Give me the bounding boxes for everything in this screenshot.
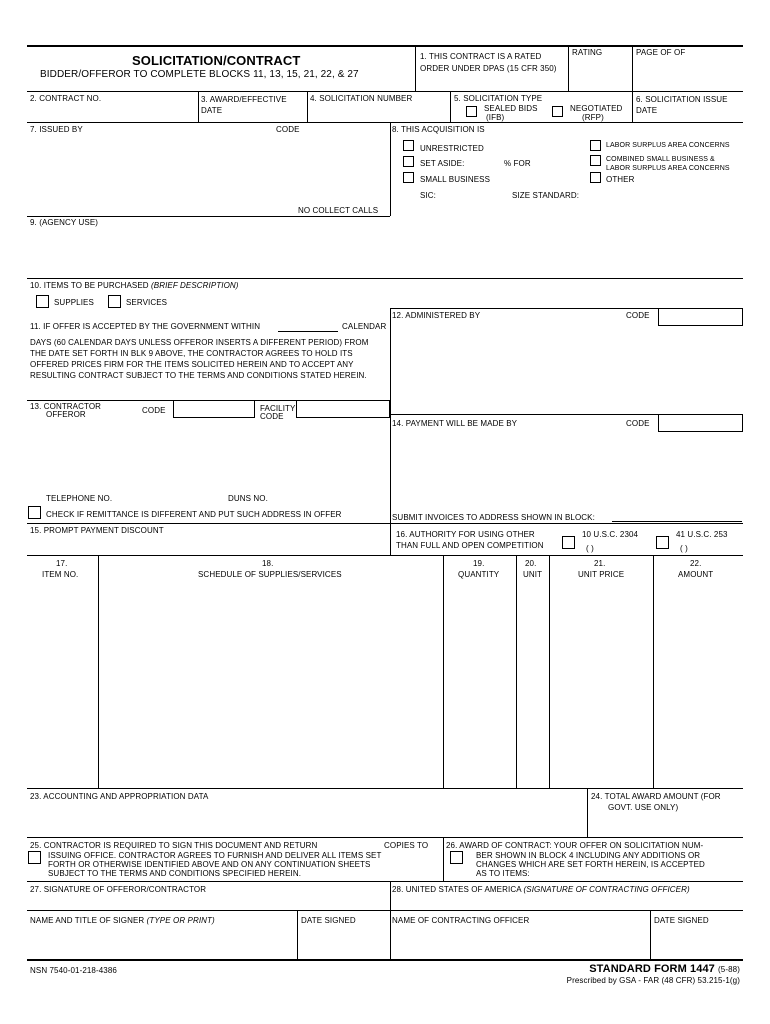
other-label: OTHER bbox=[606, 175, 635, 184]
issue-date-label: 6. SOLICITATION ISSUE DATE bbox=[636, 95, 728, 115]
col18-header: SCHEDULE OF SUPPLIES/SERVICES bbox=[198, 570, 342, 579]
top-rule bbox=[27, 45, 743, 47]
col17-number: 17. bbox=[56, 559, 68, 568]
sic-label: SIC: bbox=[420, 191, 436, 200]
facility-code-label: CODE bbox=[260, 412, 284, 421]
block26-line4: AS TO ITEMS: bbox=[476, 869, 530, 878]
vline-row2-2 bbox=[307, 91, 308, 122]
vline-header-3 bbox=[632, 45, 633, 91]
rule-block25 bbox=[27, 837, 743, 838]
facility-code-box[interactable] bbox=[296, 400, 390, 418]
total-award-line1: 24. TOTAL AWARD AMOUNT (FOR bbox=[591, 792, 721, 801]
vline-block15-16 bbox=[390, 523, 391, 555]
set-aside-label: SET ASIDE: bbox=[420, 159, 465, 168]
items-purchased-title: 10. ITEMS TO BE PURCHASED bbox=[30, 281, 149, 290]
agency-use-label: 9. (AGENCY USE) bbox=[30, 218, 99, 227]
block1-label: 1. THIS CONTRACT IS A RATED ORDER UNDER DPAS (15 CFR 350) bbox=[420, 52, 557, 73]
rule-row2-bottom bbox=[27, 122, 743, 123]
unrestricted-label: UNRESTRICTED bbox=[420, 144, 484, 153]
col20-header: UNIT bbox=[523, 570, 543, 579]
payment-code-box[interactable] bbox=[658, 414, 743, 432]
services-label: SERVICES bbox=[126, 298, 168, 307]
col22-number: 22. bbox=[690, 559, 702, 568]
vline-block24 bbox=[587, 788, 588, 837]
col21-number: 21. bbox=[594, 559, 606, 568]
supplies-checkbox[interactable] bbox=[36, 295, 49, 308]
no-collect-calls-label: NO COLLECT CALLS bbox=[298, 206, 379, 215]
vline-sched-4 bbox=[549, 555, 550, 788]
nsn-number: NSN 7540-01-218-4386 bbox=[30, 966, 117, 975]
usc2304-label: 10 U.S.C. 2304 bbox=[582, 530, 639, 539]
us-of-america-label bbox=[392, 885, 690, 895]
combined-checkbox[interactable] bbox=[590, 155, 601, 166]
negotiated-label: NEGOTIATED bbox=[570, 104, 623, 113]
combined-label-1: COMBINED SMALL BUSINESS & bbox=[606, 156, 715, 163]
rule-block23 bbox=[27, 788, 743, 789]
block11-line1: 11. IF OFFER IS ACCEPTED BY THE GOVERNMENT WITHIN bbox=[30, 322, 261, 331]
block25-line3: FORTH OR OTHERWISE IDENTIFIED ABOVE AND ON ANY CONTINUATION SHEETS bbox=[48, 860, 371, 869]
rule-block10 bbox=[27, 278, 743, 279]
ifb-label: (IFB) bbox=[486, 113, 505, 122]
col19-number: 19. bbox=[473, 559, 485, 568]
set-aside-checkbox[interactable] bbox=[403, 156, 414, 167]
combined-label-2: LABOR SURPLUS AREA CONCERNS bbox=[606, 165, 730, 172]
rule-block27 bbox=[27, 881, 743, 882]
rating-label: RATING bbox=[572, 48, 603, 57]
standard-form-label bbox=[589, 963, 740, 976]
contractor-label-2: OFFEROR bbox=[46, 410, 86, 419]
solicitation-type-label: 5. SOLICITATION TYPE bbox=[454, 94, 543, 103]
rule-block15 bbox=[27, 523, 743, 524]
facility-label: FACILITY bbox=[260, 404, 296, 413]
supplies-label: SUPPLIES bbox=[54, 298, 94, 307]
vline-mid-top bbox=[390, 122, 391, 216]
contracting-officer-name-label: NAME OF CONTRACTING OFFICER bbox=[392, 916, 530, 925]
vline-mid-main bbox=[390, 308, 391, 523]
name-title-signer-label bbox=[30, 916, 215, 926]
services-checkbox[interactable] bbox=[108, 295, 121, 308]
contractor-code-box[interactable] bbox=[173, 400, 255, 418]
signature-contracting-officer: (SIGNATURE OF CONTRACTING OFFICER) bbox=[523, 885, 690, 894]
duns-label: DUNS NO. bbox=[228, 494, 268, 503]
name-title-signer-text: NAME AND TITLE OF SIGNER bbox=[30, 916, 145, 925]
vline-row2-3 bbox=[450, 91, 451, 122]
accounting-label: 23. ACCOUNTING AND APPROPRIATION DATA bbox=[30, 792, 209, 801]
block11-days-blank[interactable] bbox=[278, 331, 338, 332]
vline-block27-28 bbox=[390, 881, 391, 959]
vline-header-1 bbox=[415, 45, 416, 91]
issued-by-label: 7. ISSUED BY bbox=[30, 125, 83, 134]
negotiated-checkbox[interactable] bbox=[552, 106, 563, 117]
size-standard-label: SIZE STANDARD: bbox=[512, 191, 580, 200]
payment-made-by-label: 14. PAYMENT WILL BE MADE BY bbox=[392, 419, 518, 428]
total-award-line2: GOVT. USE ONLY) bbox=[608, 803, 679, 812]
contractor-label-1: 13. CONTRACTOR bbox=[30, 402, 102, 411]
contractor-code-label: CODE bbox=[142, 406, 166, 415]
contract-no-label: 2. CONTRACT NO. bbox=[30, 94, 102, 103]
items-purchased-label bbox=[30, 281, 239, 291]
rule-row2-top bbox=[27, 91, 743, 92]
block11-body: DAYS (60 CALENDAR DAYS UNLESS OFFEROR INSERTS A DIFFERENT PERIOD) FROM THE DATE SET FORTH IN BLK 9 ABOVE, THE CONTRACTOR AGREES TO HOLD ITS OFFERED PRICES FIRM FOR THE ITEMS SOLICITED HEREIN AND TO ACCEPT ANY RESULTING CONTRACT SUBJECT TO THE TERMS AND CONDITIONS STATED HEREIN. bbox=[30, 338, 369, 380]
us-of-america-title: 28. UNITED STATES OF AMERICA bbox=[392, 885, 522, 894]
usc253-paren: ( ) bbox=[680, 544, 688, 553]
sealed-bids-label: SEALED BIDS bbox=[484, 104, 538, 113]
rule-schedule bbox=[27, 555, 743, 556]
usc2304-paren: ( ) bbox=[586, 544, 594, 553]
rule-block9 bbox=[27, 216, 390, 217]
rule-block27-name bbox=[27, 910, 743, 911]
solicitation-number-label: 4. SOLICITATION NUMBER bbox=[310, 94, 413, 103]
labor-surplus-checkbox[interactable] bbox=[590, 140, 601, 151]
block26-checkbox[interactable] bbox=[450, 851, 463, 864]
small-business-checkbox[interactable] bbox=[403, 172, 414, 183]
col21-header: UNIT PRICE bbox=[578, 570, 625, 579]
sealed-bids-checkbox[interactable] bbox=[466, 106, 477, 117]
submit-invoices-block-blank[interactable] bbox=[612, 521, 742, 522]
vline-block25-26 bbox=[443, 837, 444, 881]
usc253-label: 41 U.S.C. 253 bbox=[676, 530, 728, 539]
vline-header-2 bbox=[568, 45, 569, 91]
brief-description: (BRIEF DESCRIPTION) bbox=[151, 281, 239, 290]
rfp-label: (RFP) bbox=[582, 113, 604, 122]
labor-surplus-label: LABOR SURPLUS AREA CONCERNS bbox=[606, 142, 730, 149]
vline-sched-5 bbox=[653, 555, 654, 788]
block11-calendar: CALENDAR bbox=[342, 322, 387, 331]
form-title: SOLICITATION/CONTRACT bbox=[132, 53, 301, 68]
prompt-payment-label: 15. PROMPT PAYMENT DISCOUNT bbox=[30, 526, 164, 535]
vline-sched-3 bbox=[516, 555, 517, 788]
authority-line1: 16. AUTHORITY FOR USING OTHER bbox=[396, 530, 535, 539]
block26-line1: 26. AWARD OF CONTRACT: YOUR OFFER ON SOLICITATION NUM- bbox=[446, 841, 704, 850]
submit-invoices-label: SUBMIT INVOICES TO ADDRESS SHOWN IN BLOCK: bbox=[392, 513, 595, 522]
usc253-checkbox[interactable] bbox=[656, 536, 669, 549]
type-or-print: (TYPE OR PRINT) bbox=[146, 916, 215, 925]
standard-form-name: STANDARD FORM 1447 bbox=[589, 963, 715, 975]
col18-number: 18. bbox=[262, 559, 274, 568]
vline-sched-1 bbox=[98, 555, 99, 788]
issued-by-code-label: CODE bbox=[276, 125, 300, 134]
block25-line1: 25. CONTRACTOR IS REQUIRED TO SIGN THIS DOCUMENT AND RETURN bbox=[30, 841, 318, 850]
block25-copies: COPIES TO bbox=[384, 841, 429, 850]
telephone-label: TELEPHONE NO. bbox=[46, 494, 113, 503]
page-of-label: PAGE OF OF bbox=[636, 48, 686, 57]
small-business-label: SMALL BUSINESS bbox=[420, 175, 491, 184]
prescribed-by-label: Prescribed by GSA - FAR (48 CFR) 53.215-1(g) bbox=[566, 976, 740, 985]
form-subtitle: BIDDER/OFFEROR TO COMPLETE BLOCKS 11, 13, 15, 21, 22, & 27 bbox=[40, 69, 359, 80]
col17-header: ITEM NO. bbox=[42, 570, 79, 579]
award-date-label: 3. AWARD/EFFECTIVE DATE bbox=[201, 95, 287, 115]
block25-line2: ISSUING OFFICE. CONTRACTOR AGREES TO FURNISH AND DELIVER ALL ITEMS SET bbox=[48, 851, 382, 860]
standard-form-rev: (5-88) bbox=[718, 965, 740, 974]
block26-line2: BER SHOWN IN BLOCK 4 INCLUDING ANY ADDITIONS OR bbox=[476, 851, 701, 860]
remittance-label: CHECK IF REMITTANCE IS DIFFERENT AND PUT SUCH ADDRESS IN OFFER bbox=[46, 510, 342, 519]
usc2304-checkbox[interactable] bbox=[562, 536, 575, 549]
col19-header: QUANTITY bbox=[458, 570, 500, 579]
remittance-checkbox[interactable] bbox=[28, 506, 41, 519]
vline-row2-4 bbox=[632, 91, 633, 122]
unrestricted-checkbox[interactable] bbox=[403, 140, 414, 151]
acquisition-title: 8. THIS ACQUISITION IS bbox=[392, 125, 485, 134]
block25-line4: SUBJECT TO THE TERMS AND CONDITIONS SPECIFIED HEREIN. bbox=[48, 869, 302, 878]
authority-line2: THAN FULL AND OPEN COMPETITION bbox=[396, 541, 544, 550]
vline-date-signed-27 bbox=[297, 910, 298, 959]
other-checkbox[interactable] bbox=[590, 172, 601, 183]
vline-row2-1 bbox=[198, 91, 199, 122]
bottom-rule bbox=[27, 959, 743, 961]
administered-code-box[interactable] bbox=[658, 308, 743, 326]
date-signed-28-label: DATE SIGNED bbox=[654, 916, 709, 925]
vline-sched-2 bbox=[443, 555, 444, 788]
vline-date-signed-28 bbox=[650, 910, 651, 959]
administered-by-label: 12. ADMINISTERED BY bbox=[392, 311, 481, 320]
percent-for-label: % FOR bbox=[504, 159, 531, 168]
block25-checkbox[interactable] bbox=[28, 851, 41, 864]
col20-number: 20. bbox=[525, 559, 537, 568]
date-signed-27-label: DATE SIGNED bbox=[301, 916, 356, 925]
payment-code-label: CODE bbox=[626, 419, 650, 428]
administered-code-label: CODE bbox=[626, 311, 650, 320]
block26-line3: CHANGES WHICH ARE SET FORTH HEREIN, IS ACCEPTED bbox=[476, 860, 705, 869]
col22-header: AMOUNT bbox=[678, 570, 714, 579]
signature-offeror-label: 27. SIGNATURE OF OFFEROR/CONTRACTOR bbox=[30, 885, 207, 894]
